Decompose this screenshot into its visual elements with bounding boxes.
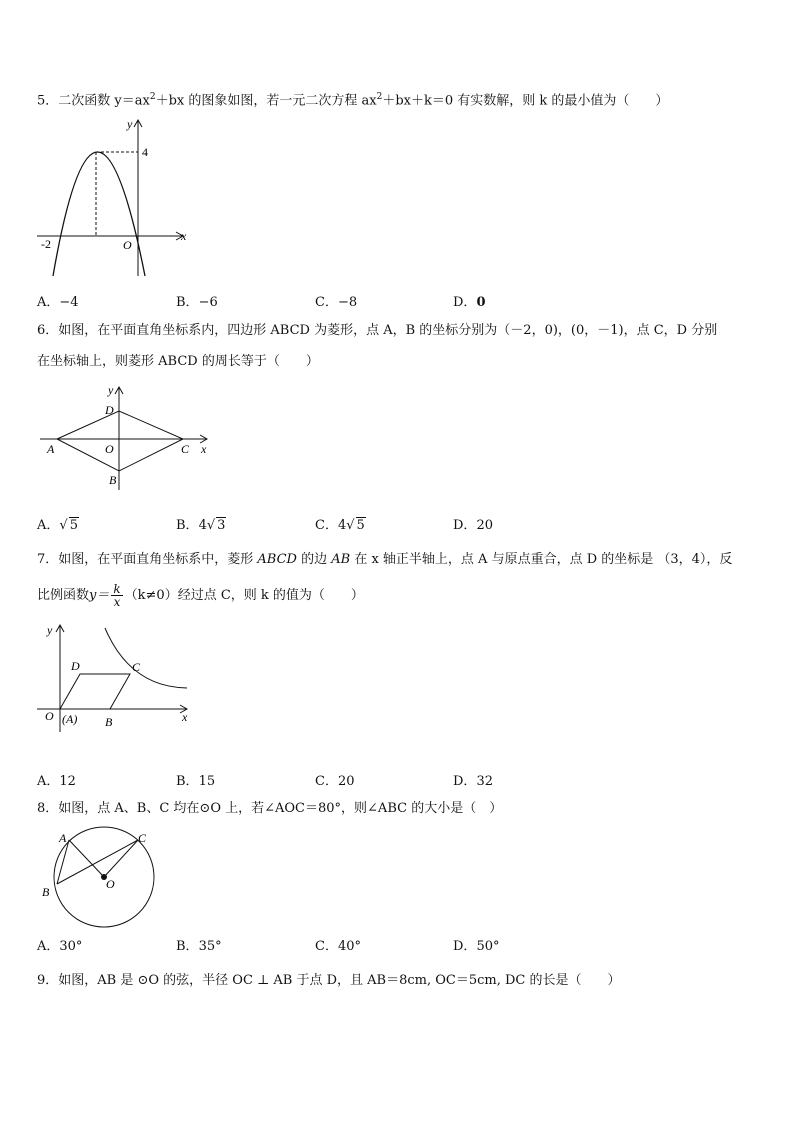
q7-option-b[interactable] (176, 770, 215, 789)
q7-label-o: O (45, 709, 54, 723)
q6-option-b[interactable]: B．4√ 3 (176, 518, 226, 533)
q5-option-d[interactable] (453, 291, 485, 310)
q5-parabola-figure (35, 116, 195, 281)
q5-label-y: y (127, 117, 133, 131)
q6-option-a-letter: A． (37, 518, 60, 533)
q6-line-2: 在坐标轴上，则菱形 ABCD 的周长等于（ ） (37, 354, 319, 369)
q5-option-c-letter: C． (315, 295, 338, 310)
q5-sup-2: 2 (376, 92, 383, 102)
q6-label-b: B (109, 473, 117, 487)
q7-rhombus (60, 674, 130, 709)
q8-option-d-letter: D． (453, 939, 477, 954)
q6-label-o: O (105, 442, 114, 456)
q8-stem: 8．如图，点 A、B、C 均在⊙O 上，若∠AOC＝80°，则∠ABC 的大小是（ ） (37, 801, 503, 816)
q7-line2-b: （k≠0）经过点 C，则 k 的值为（ ） (124, 588, 364, 603)
q7-option-c-value: 20 (337, 774, 355, 789)
q8-option-b[interactable] (176, 935, 222, 954)
q8-segment-ao (69, 840, 104, 877)
q8-option-d[interactable] (453, 935, 499, 954)
q5-label-origin: O (123, 238, 132, 252)
q5-stem (37, 88, 668, 110)
q5-number: 5． (37, 93, 59, 109)
q8-segment-bc (57, 840, 138, 884)
q6-option-a[interactable]: A．√ 5 (37, 518, 78, 533)
q6-option-b-letter: B． (176, 518, 199, 533)
q7-label-y: y (47, 623, 53, 637)
q7-option-b-letter: B． (176, 774, 199, 789)
q8-option-b-letter: B． (176, 939, 199, 954)
q8-option-d-value: 50° (476, 939, 500, 954)
q6-option-d-letter: D． (453, 518, 477, 533)
q7-option-d-value: 32 (476, 774, 493, 789)
q8-label-o: O (106, 877, 115, 891)
q7-label-c: C (132, 660, 141, 674)
q8-label-c: C (138, 831, 147, 845)
q8-option-a-value: 30° (59, 939, 83, 954)
q7-frac-num: k (113, 582, 121, 596)
q6-label-a: A (47, 442, 55, 456)
q7-option-a-value: 12 (59, 774, 76, 789)
q8-label-b: B (42, 885, 50, 899)
q8-option-a-letter: A． (37, 939, 60, 954)
q8-option-c-letter: C． (315, 939, 338, 954)
q7-option-a-letter: A． (37, 774, 60, 789)
q6-rhombus (57, 411, 183, 471)
q7-frac-den: x (113, 595, 121, 609)
q8-label-a: A (59, 831, 67, 845)
q6-option-d-value: 20 (476, 518, 493, 533)
q6-label-x: x (201, 442, 207, 456)
q6-label-d: D (105, 403, 114, 417)
q6-label-y: y (108, 383, 114, 397)
q7-label-d: D (71, 659, 80, 673)
q7-option-c[interactable] (315, 770, 355, 789)
q7-line2-a: 比例函数 (37, 588, 90, 603)
q5-label-4: 4 (142, 145, 148, 159)
q6-option-b-coef: 4 (198, 518, 207, 533)
q5-option-a-value: −4 (59, 295, 79, 310)
q8-segment-oc (104, 840, 138, 877)
q6-line-1: 6．如图，在平面直角坐标系内，四边形 ABCD 为菱形，点 A，B 的坐标分别为（－2，0)，(0，－1)，点 C，D 分别 (37, 323, 718, 338)
q7-option-a[interactable] (37, 770, 76, 789)
q7-rhombus-figure (35, 620, 200, 735)
q5-parabola (53, 152, 145, 276)
q5-option-c[interactable] (315, 291, 357, 310)
q7-line1-ab: AB (331, 552, 351, 567)
q5-text-b: ＋bx 的图象如图，若一元二次方程 ax (155, 93, 377, 109)
q5-option-b-letter: B． (176, 295, 199, 310)
q5-sup-1: 2 (149, 92, 156, 102)
q8-option-c-value: 40° (337, 939, 361, 954)
q7-line-2 (37, 582, 364, 610)
q6-rhombus-figure (35, 382, 220, 492)
q7-line1-abcd: ABCD (257, 552, 297, 567)
q7-line1-e: 在 x 轴正半轴上，点 A 与原点重合，点 D 的坐标是 （3，4），反 (350, 552, 733, 567)
q6-option-c-letter: C． (315, 518, 338, 533)
q9-stem: 9．如图，AB 是 ⊙O 的弦，半径 OC ⊥ AB 于点 D，且 AB＝8cm, OC＝5cm, DC 的长是（ ） (37, 973, 621, 988)
q5-label-neg2: -2 (41, 237, 51, 251)
q6-option-c[interactable]: C．4√ 5 (315, 518, 365, 533)
q7-line1-c: 的边 (296, 552, 332, 567)
q5-option-d-letter: D． (453, 295, 477, 310)
q5-option-b[interactable] (176, 291, 218, 310)
q5-text-a: 二次函数 y＝ax (58, 93, 150, 109)
q7-option-d[interactable] (453, 770, 493, 789)
q6-option-c-radicand: 5 (356, 518, 365, 533)
q8-option-c[interactable] (315, 935, 361, 954)
q7-label-x: x (182, 710, 188, 724)
q5-label-x: x (181, 229, 187, 243)
q8-option-a[interactable] (37, 935, 82, 954)
q5-option-d-value: 0 (476, 295, 486, 310)
q5-option-a[interactable] (37, 291, 79, 310)
q7-line2-y: y＝ (89, 588, 110, 603)
q7-option-b-value: 15 (198, 774, 216, 789)
q8-circle-figure (35, 826, 165, 931)
q7-hyperbola (105, 628, 187, 688)
q7-line1-a: 7．如图，在平面直角坐标系中，菱形 (37, 552, 258, 567)
q6-option-c-coef: 4 (337, 518, 347, 533)
q5-option-a-letter: A． (37, 295, 60, 310)
q6-option-b-radicand: 3 (217, 518, 226, 533)
q7-option-c-letter: C． (315, 774, 338, 789)
q5-option-c-value: −8 (337, 295, 358, 310)
q7-line-1 (37, 551, 732, 569)
q6-option-d[interactable] (453, 514, 493, 533)
q8-segment-ab (57, 840, 69, 884)
q5-option-b-value: −6 (198, 295, 218, 310)
q7-fraction (111, 583, 122, 608)
q7-label-b: B (105, 715, 113, 729)
q6-label-c: C (181, 442, 190, 456)
q6-option-a-radicand: 5 (69, 518, 78, 533)
q5-text-c: ＋bx＋k＝0 有实数解，则 k 的最小值为（ ） (382, 93, 669, 109)
q7-label-a: (A) (62, 712, 78, 726)
q7-option-d-letter: D． (453, 774, 477, 789)
q8-option-b-value: 35° (198, 939, 222, 954)
